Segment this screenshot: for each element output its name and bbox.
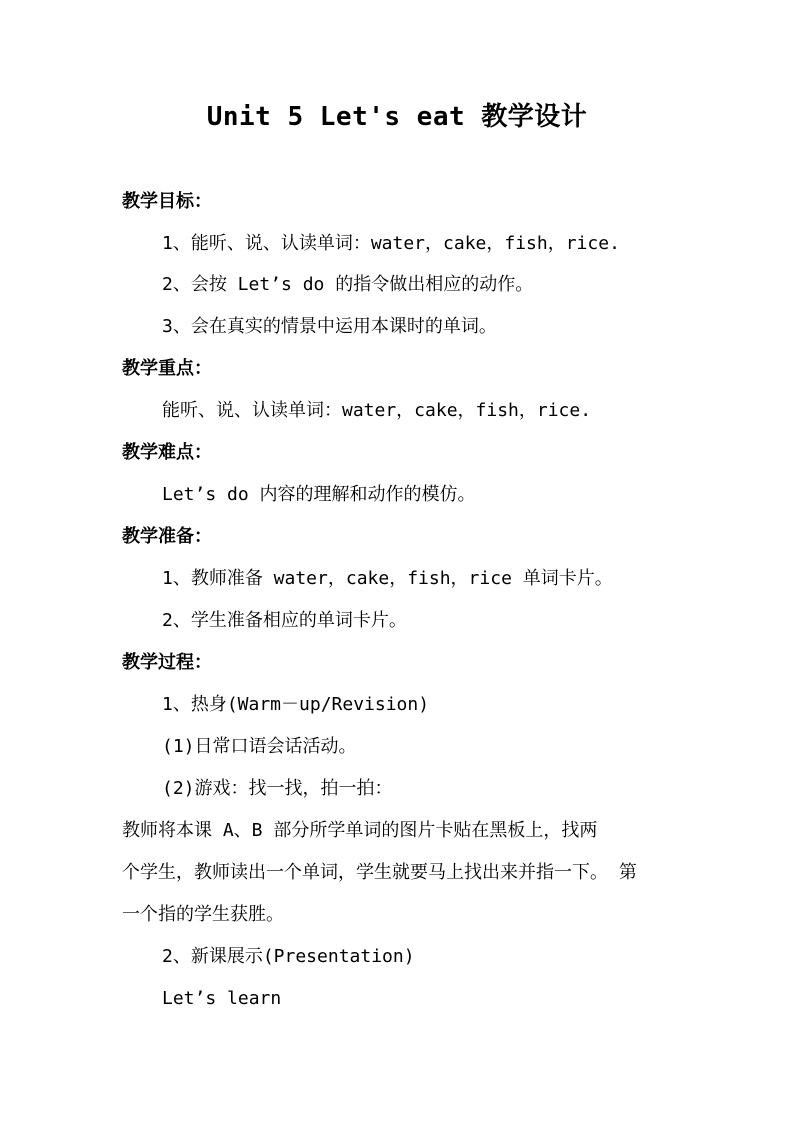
process-item-3: (2)游戏：找一找，拍一拍： [162,778,393,799]
key-points-item-1: 能听、说、认读单词：water，cake，fish，rice. [162,400,592,421]
process-item-2: (1)日常口语会话活动。 [162,736,357,757]
objectives-heading: 教学目标： [122,191,212,212]
process-item-5: Let’s learn [162,988,282,1009]
process-paragraph-line-3: 一个指的学生获胜。 [122,904,284,925]
process-paragraph-line-2: 个学生，教师读出一个单词，学生就要马上找出来并指一下。 第 [122,862,637,883]
difficulties-item-1: Let’s do 内容的理解和动作的模仿。 [162,484,476,505]
document-title: Unit 5 Let's eat 教学设计 [206,102,588,132]
preparation-item-1: 1、教师准备 water，cake，fish，rice 单词卡片。 [162,568,613,589]
process-heading: 教学过程： [122,652,212,673]
preparation-heading: 教学准备： [122,526,212,547]
difficulties-heading: 教学难点： [122,442,212,463]
objectives-item-1: 1、能听、说、认读单词：water，cake，fish，rice. [162,233,620,254]
process-paragraph-line-1: 教师将本课 A、B 部分所学单词的图片卡贴在黑板上，找两 [122,820,598,841]
process-item-4: 2、新课展示(Presentation) [162,946,415,967]
preparation-item-2: 2、学生准备相应的单词卡片。 [162,610,407,631]
objectives-item-2: 2、会按 Let’s do 的指令做出相应的动作。 [162,274,534,295]
objectives-item-3: 3、会在真实的情景中运用本课时的单词。 [162,316,497,337]
process-item-1: 1、热身(Warm－up/Revision) [162,694,430,715]
key-points-heading: 教学重点： [122,358,212,379]
